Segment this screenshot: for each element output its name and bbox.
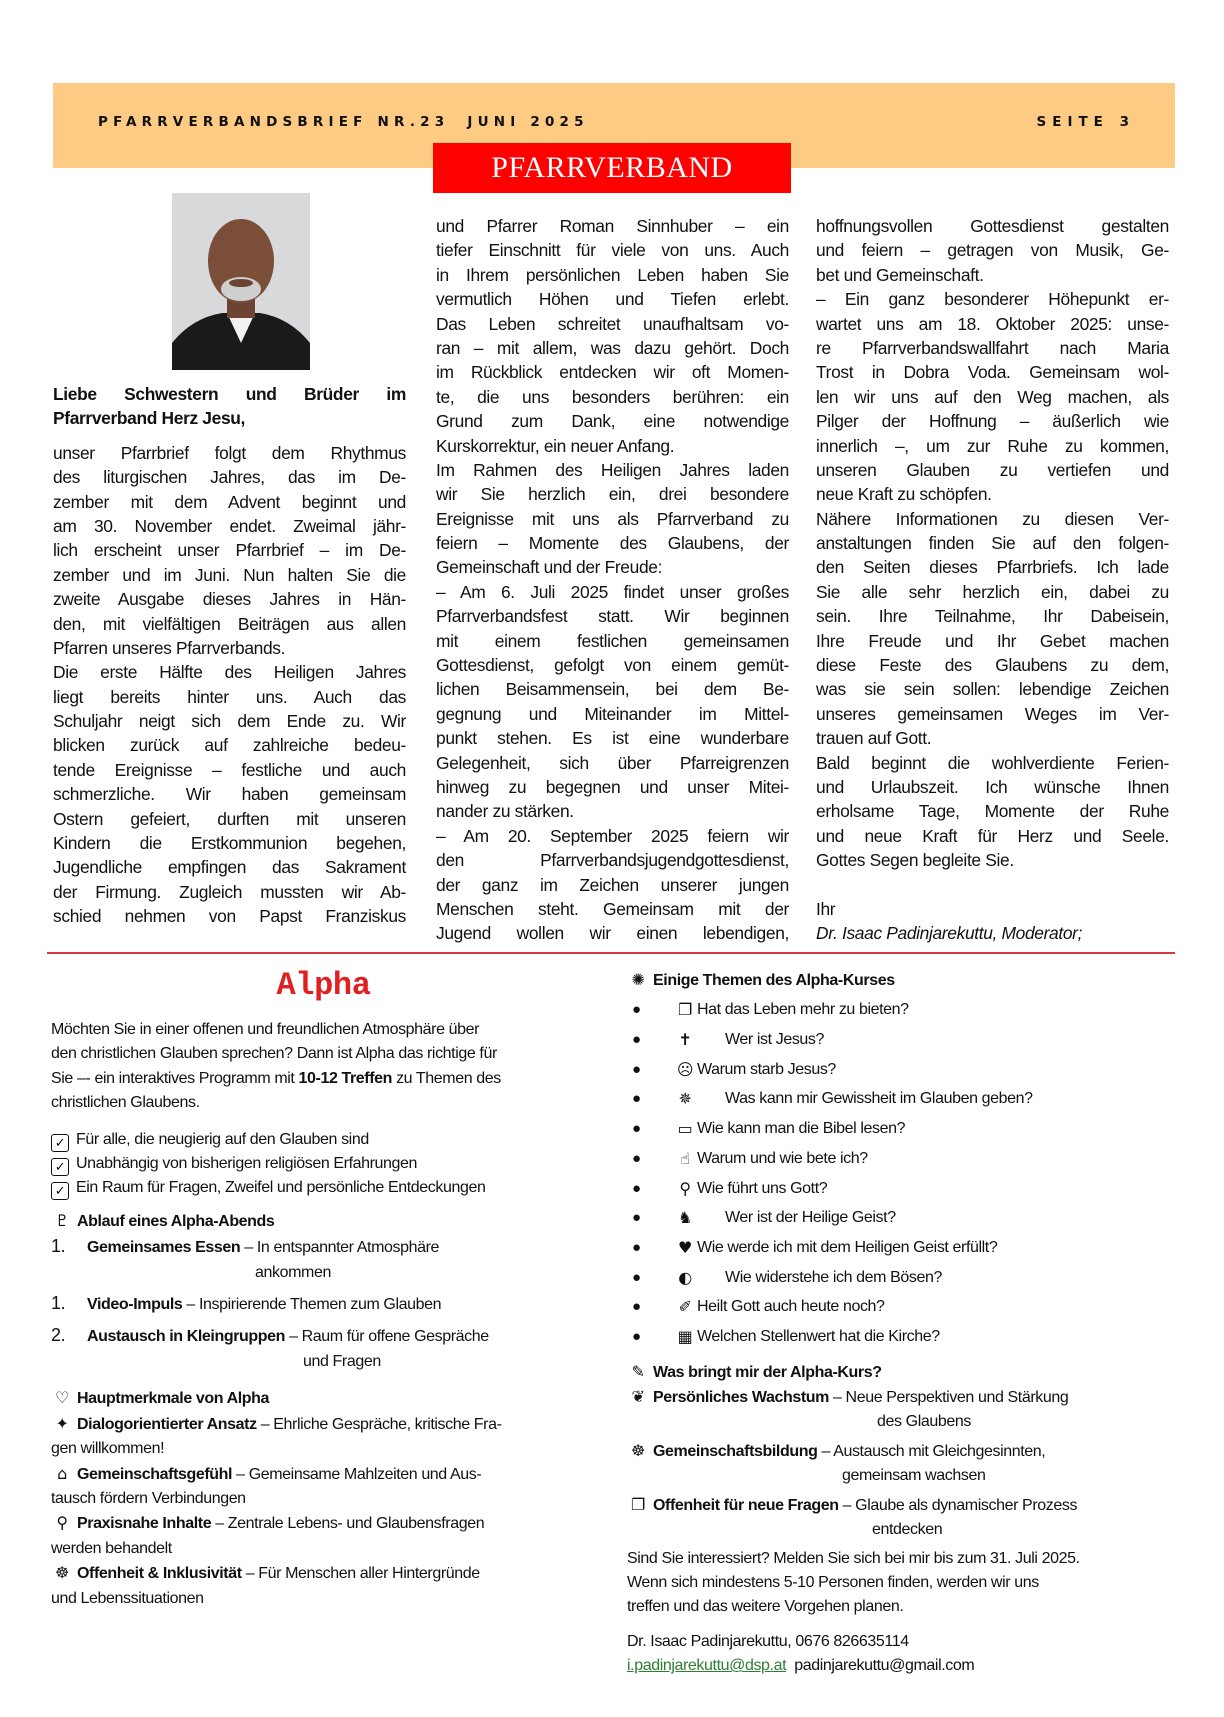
step-continuation: ankommen <box>255 1263 331 1281</box>
intro-line <box>51 1067 601 1091</box>
checklist <box>51 1128 601 1201</box>
paragraph <box>53 441 406 661</box>
topic-item <box>627 1025 1187 1055</box>
feature-item <box>51 1412 601 1437</box>
benefits-heading-text: Was bringt mir der Alpha-Kurs? <box>653 1363 882 1381</box>
text-line: wartet uns am 18. Oktober 2025: unse- <box>816 313 1169 334</box>
text-line: Gottesdienst, gefolgt von einem gemüt- <box>436 655 789 676</box>
text-line: punkt stehen. Es ist eine wunderbare <box>436 728 789 749</box>
text-line: Im Rahmen des Heiligen Jahres laden <box>436 459 789 480</box>
text-line: len wir uns auf den Weg machen, als <box>816 386 1169 407</box>
benefit-title: Gemeinschaftsbildung <box>653 1442 818 1460</box>
handshake-icon: ☸ <box>55 1563 69 1583</box>
feature-text: – Ehrliche Gespräche, kritische Fra- <box>256 1415 502 1433</box>
letter-column-1 <box>53 382 406 929</box>
text-line: hinweg zu begegnen und unser Mitei- <box>436 776 789 797</box>
intro-line: den christlichen Glauben sprechen? Dann ist Alpha das richtige für <box>51 1045 497 1063</box>
text-line: Die erste Hälfte des Heiligen Jahres <box>53 662 406 683</box>
greeting-line-2: Pfarrverband Herz Jesu, <box>53 408 246 429</box>
text-line: zember und im Juni. Nun halten Sie die <box>53 564 406 585</box>
benefit-item <box>627 1493 1187 1518</box>
bullet-icon: ● <box>632 1031 641 1049</box>
features-list <box>51 1412 601 1611</box>
benefit-item <box>627 1385 1187 1410</box>
topics-heading-text: Einige Themen des Alpha-Kurses <box>653 972 895 989</box>
author-photo <box>172 193 310 370</box>
text-line: sein. Ihre Teilnahme, Ihr Dabeisein, <box>816 606 1169 627</box>
documents-icon: ❐ <box>678 1000 692 1020</box>
checkbox-checked-icon: ✓ <box>51 1134 69 1152</box>
shield-icon: ◐ <box>678 1267 692 1287</box>
feature-text-continued: und Lebenssituationen <box>51 1589 204 1607</box>
text-line: Grund zum Dank, eine notwendige <box>436 411 789 432</box>
topic-item <box>627 1084 1187 1114</box>
benefits-heading <box>627 1360 1187 1385</box>
text-line: Bald beginnt die wohlverdiente Ferien- <box>816 752 1169 773</box>
text-line: unseres gemeinsamen Weges im Ver- <box>816 703 1169 724</box>
benefit-text-continued: entdecken <box>872 1521 943 1539</box>
issue-label: PFARRVERBANDSBRIEF NR.23 <box>98 114 450 130</box>
topic-text: Wie führt uns Gott? <box>697 1179 828 1197</box>
paragraph <box>816 751 1169 873</box>
intro-line: Möchten Sie in einer offenen und freundlichen Atmosphäre über <box>51 1021 480 1038</box>
topic-item <box>627 1055 1187 1085</box>
text-line: unser Pfarrbrief folgt dem Rhythmus <box>53 442 406 463</box>
evening-heading <box>51 1209 601 1234</box>
text-line: bet und Gemeinschaft. <box>816 264 984 285</box>
text-line: den, mit vielfältigen Beiträgen aus allen <box>53 613 406 634</box>
paragraph <box>436 580 789 824</box>
text-line: lich erscheint unser Pfarrbrief – im De- <box>53 540 406 561</box>
magnifier-icon: ⚲ <box>679 1178 691 1198</box>
alpha-right-column <box>627 968 1187 1679</box>
checklist-item <box>51 1176 601 1200</box>
text-line: – Ein ganz besonderer Höhepunkt er- <box>816 289 1169 310</box>
issue-date: JUNI 2025 <box>467 114 589 130</box>
text-line: Ereignisse mit uns als Pfarrverband zu <box>436 508 789 529</box>
text-line: erholsame Tage, Momente der Ruhe <box>816 801 1169 822</box>
text-line: Jugendliche empfingen das Sakrament <box>53 857 406 878</box>
text-line: Pfarrverbandsfest statt. Wir beginnen <box>436 606 789 627</box>
text-line: schmerzliche. Wir haben gemeinsam <box>53 784 406 805</box>
feature-item <box>51 1511 601 1536</box>
checkbox-checked-icon: ✓ <box>51 1158 69 1176</box>
benefit-text: – Austausch mit Gleichgesinnten, <box>817 1442 1046 1460</box>
text-line: Gemeinschaft und der Freude: <box>436 557 663 578</box>
paragraph <box>436 214 789 458</box>
text-line: Nähere Informationen zu diesen Ver- <box>816 508 1169 529</box>
benefit-title: Offenheit für neue Fragen <box>653 1496 839 1514</box>
bullet-icon: ● <box>632 1179 641 1197</box>
text-line: – Am 20. September 2025 feiern wir <box>436 825 789 846</box>
text-line: Schuljahr neigt sich dem Ende zu. Wir <box>53 711 406 732</box>
step-text: – Inspirierende Themen zum Glauben <box>182 1296 442 1314</box>
intro-bold: 10-12 Treffen <box>298 1069 393 1087</box>
benefit-text-continued: des Glaubens <box>877 1413 971 1431</box>
text-line: und Urlaubszeit. Ich wünsche Ihnen <box>816 776 1169 797</box>
checklist-item <box>51 1152 601 1176</box>
text-line: im Rückblick entdecken wir oft Momen- <box>436 362 789 383</box>
intro-text: Sie –- ein interaktives Programm mit <box>51 1069 299 1087</box>
closing: Ihr <box>816 898 836 919</box>
text-line: diese Feste des Glaubens zu dem, <box>816 655 1169 676</box>
splat-icon: ✺ <box>631 970 645 989</box>
text-line: unseren Glauben zu vertiefen und <box>816 459 1169 480</box>
feature-text-continued: werden behandelt <box>51 1539 172 1557</box>
letter-column-1-body <box>53 441 406 929</box>
evening-steps <box>51 1234 601 1374</box>
call-to-action <box>627 1547 1187 1620</box>
topic-item <box>627 1322 1187 1352</box>
text-line: ran – mit allem, was dazu gehört. Doch <box>436 337 789 358</box>
feature-title: Dialogorientierter Ansatz <box>77 1415 257 1433</box>
step-title: Video-Impuls <box>87 1296 183 1314</box>
text-line: den Pfarrverbandsjugendgottesdienst, <box>436 850 789 871</box>
text-line: Gelegenheit, sich über Pfarreigrenzen <box>436 752 789 773</box>
step-title: Gemeinsames Essen <box>87 1239 241 1257</box>
text-line: Ihre Freude und Ihr Gebet machen <box>816 630 1169 651</box>
letter-column-3 <box>816 214 1169 945</box>
bullet-icon: ● <box>632 1268 641 1286</box>
text-line: am 30. November endet. Zweimal jähr- <box>53 515 406 536</box>
praying-hands-icon: ☝ <box>680 1148 690 1168</box>
alpha-title: Alpha <box>276 967 371 1004</box>
bullet-icon: ● <box>632 1149 641 1167</box>
paragraph <box>436 458 789 580</box>
text-line: Menschen steht. Gemeinsam mit der <box>436 898 789 919</box>
benefit-item <box>627 1439 1187 1464</box>
topic-item <box>627 1263 1187 1293</box>
feature-text: – Zentrale Lebens- und Glaubensfragen <box>211 1515 485 1533</box>
text-line: Kindern die Erstkommunion begehen, <box>53 833 406 854</box>
benefit-text: – Glaube als dynamischer Prozess <box>838 1496 1078 1514</box>
topic-text: Wie kann man die Bibel lesen? <box>697 1120 906 1138</box>
text-line: in Ihrem persönlichen Leben haben Sie <box>436 264 789 285</box>
text-line: schied nehmen von Papst Franziskus <box>53 906 406 927</box>
text-line: tende Ereignisse – festliche und auch <box>53 759 406 780</box>
text-line: Pilger der Hoffnung – äußerlich wie <box>816 411 1169 432</box>
text-line: zember mit dem Advent beginnt und <box>53 491 406 512</box>
paragraph <box>816 214 1169 287</box>
text-line: der Firmung. Zugleich mussten wir Ab- <box>53 881 406 902</box>
topics-list <box>627 995 1187 1351</box>
building-icon: ▦ <box>677 1326 693 1346</box>
text-line: trauen auf Gott. <box>816 728 932 749</box>
text-line: den Seiten dieses Pfarrbriefs. Ich lade <box>816 557 1169 578</box>
paragraph <box>53 660 406 928</box>
checklist-text: Für alle, die neugierig auf den Glauben sind <box>76 1130 369 1148</box>
text-line: vermutlich Höhen und Tiefen erlebt. <box>436 289 789 310</box>
text-line: Trost in Dobra Voda. Gemeinsam wol- <box>816 362 1169 383</box>
greeting-line-1: Liebe Schwestern und Brüder im <box>53 384 406 404</box>
text-line: Das Leben schreitet unaufhaltsam vo- <box>436 313 789 334</box>
text-line: der ganz im Zeichen unserer jungen <box>436 874 789 895</box>
topic-item <box>627 1174 1187 1204</box>
feature-item <box>51 1462 601 1487</box>
topic-text: Wer ist der Heilige Geist? <box>725 1209 896 1227</box>
text-line: Gottes Segen begleite Sie. <box>816 850 1014 871</box>
heart-icon: ♥ <box>678 1237 692 1257</box>
step-text: – Raum für offene Gespräche <box>285 1328 489 1346</box>
section-divider <box>47 952 1175 954</box>
checkbox-checked-icon: ✓ <box>51 1182 69 1200</box>
text-line: zweite Ausgabe dieses Jahres in Hän- <box>53 589 406 610</box>
text-line: gegnung und Miteinander im Mittel- <box>436 703 789 724</box>
evening-step <box>51 1291 601 1317</box>
text-line: re Pfarrverbandswallfahrt nach Maria <box>816 337 1169 358</box>
step-number: 2. <box>51 1325 66 1346</box>
text-line: – Am 6. Juli 2025 findet unser großes <box>436 581 789 602</box>
topic-text: Warum und wie bete ich? <box>697 1149 868 1167</box>
text-line: anstaltungen finden Sie auf den folgen- <box>816 533 1169 554</box>
features-heading-text: Hauptmerkmale von Alpha <box>77 1390 270 1408</box>
feature-text-continued: gen willkommen! <box>51 1440 165 1458</box>
evening-step <box>51 1234 601 1260</box>
checklist-text: Unabhängig von bisherigen religiösen Erfahrungen <box>76 1155 418 1173</box>
alpha-left-column <box>51 962 601 1611</box>
topics-heading <box>627 968 1187 993</box>
document-pen-icon: ✎ <box>631 1361 645 1381</box>
text-line: wir Sie herzlich ein, drei besondere <box>436 484 789 505</box>
bullet-icon: ● <box>632 1209 641 1227</box>
bullet-icon: ● <box>632 1298 641 1316</box>
bullet-icon: ● <box>632 1090 641 1108</box>
topic-item <box>627 1203 1187 1233</box>
topic-text: Heilt Gott auch heute noch? <box>697 1298 885 1316</box>
text-line: was sie sein sollen: lebendige Zeichen <box>816 679 1169 700</box>
bullet-icon: ● <box>632 1001 641 1019</box>
feature-text: – Für Menschen aller Hintergründe <box>241 1565 480 1583</box>
spider-icon: ✵ <box>678 1089 692 1109</box>
text-line: blicken zurück auf zahlreiche bedeu- <box>53 735 406 756</box>
bullet-icon: ● <box>632 1120 641 1138</box>
benefit-text-continued: gemeinsam wachsen <box>842 1467 986 1485</box>
documents-icon: ❐ <box>631 1494 645 1514</box>
page-number: SEITE 3 <box>1036 114 1135 130</box>
topic-text: Wie werde ich mit dem Heiligen Geist erfüllt? <box>697 1238 998 1256</box>
email-link-dsp[interactable]: i.padinjarekuttu@dsp.at <box>627 1657 787 1675</box>
magnifier-icon: ⚲ <box>56 1513 68 1533</box>
bullet-icon: ● <box>632 1238 641 1256</box>
plant-icon: ❦ <box>631 1387 645 1407</box>
text-line: te, die uns besonders berühren: ein <box>436 386 789 407</box>
text-line: Kurskorrektur, ein neuer Anfang. <box>436 435 675 456</box>
text-line: und neue Kraft für Herz und Seele. <box>816 825 1169 846</box>
step-text: – In entspannter Atmosphäre <box>240 1239 440 1257</box>
wine-glass-icon: ♇ <box>55 1210 69 1230</box>
bullet-icon: ● <box>632 1060 641 1078</box>
benefit-text: – Neue Perspektiven und Stärkung <box>828 1389 1069 1407</box>
topic-item <box>627 1114 1187 1144</box>
topic-text: Welchen Stellenwert hat die Kirche? <box>697 1327 940 1345</box>
signature: Dr. Isaac Padinjarekuttu, Moderator; <box>816 922 1083 943</box>
section-title: PFARRVERBAND <box>433 143 791 193</box>
topic-item <box>627 1292 1187 1322</box>
topic-text: Wie widerstehe ich dem Bösen? <box>725 1268 942 1286</box>
text-line: des liturgischen Jahres, das im De- <box>53 467 406 488</box>
text-line: liegt bereits hinter uns. Auch das <box>53 686 406 707</box>
checklist-item <box>51 1128 601 1152</box>
house-icon: ⌂ <box>57 1463 67 1483</box>
topic-text: Hat das Leben mehr zu bieten? <box>697 1001 909 1019</box>
text-line: Jugend wollen wir einen lebendigen, <box>436 923 789 944</box>
checklist-text: Ein Raum für Fragen, Zweifel und persönliche Entdeckungen <box>76 1179 486 1197</box>
topic-text: Warum starb Jesus? <box>697 1060 836 1078</box>
feature-text: – Gemeinsame Mahlzeiten und Aus- <box>232 1465 482 1483</box>
cta-line: treffen und das weitere Vorgehen planen. <box>627 1598 904 1616</box>
dove-icon: ♞ <box>678 1208 692 1228</box>
text-line: Ostern gefeiert, durften mit unseren <box>53 808 406 829</box>
face-icon: ☹ <box>676 1059 694 1079</box>
topic-item <box>627 995 1187 1025</box>
text-line: mit einem festlichen gemeinsamen <box>436 630 789 651</box>
email-line <box>627 1654 1187 1678</box>
cross-icon: ✝ <box>678 1030 692 1050</box>
feature-title: Offenheit & Inklusivität <box>77 1565 242 1583</box>
syringe-icon: ✐ <box>678 1297 692 1317</box>
text-line: Sie alle sehr herzlich ein, dabei zu <box>816 581 1169 602</box>
text-line: und Pfarrer Roman Sinnhuber – ein <box>436 216 789 236</box>
benefit-title: Persönliches Wachstum <box>653 1389 829 1407</box>
topic-item <box>627 1233 1187 1263</box>
intro-line: christlichen Glaubens. <box>51 1094 200 1112</box>
feature-title: Praxisnahe Inhalte <box>77 1515 212 1533</box>
sparkles-icon: ✦ <box>55 1413 69 1433</box>
text-line: hoffnungsvollen Gottesdienst gestalten <box>816 216 1169 236</box>
text-line: und feiern – getragen von Musik, Ge- <box>816 240 1169 261</box>
text-line: lichen Beisammensein, bei dem Be- <box>436 679 789 700</box>
step-number: 1. <box>51 1236 66 1257</box>
features-heading <box>51 1386 601 1411</box>
newsletter-title <box>98 114 589 130</box>
topic-text: Was kann mir Gewissheit im Glauben geben? <box>725 1090 1033 1108</box>
benefits-list <box>627 1385 1187 1542</box>
step-title: Austausch in Kleingruppen <box>87 1328 286 1346</box>
text-line: Pfarren unseres Pfarrverbands. <box>53 637 286 658</box>
handshake-icon: ☸ <box>631 1440 645 1460</box>
cta-line: Sind Sie interessiert? Melden Sie sich bei mir bis zum 31. Juli 2025. <box>627 1549 1080 1567</box>
paragraph <box>816 287 1169 507</box>
lightbulb-icon: ♡ <box>55 1388 69 1408</box>
step-continuation: und Fragen <box>303 1352 381 1370</box>
email-gmail: padinjarekuttu@gmail.com <box>794 1657 975 1675</box>
feature-title: Gemeinschaftsgefühl <box>77 1465 233 1483</box>
bullet-icon: ● <box>632 1327 641 1345</box>
cta-line: Wenn sich mindestens 5-10 Personen finden, werden wir uns <box>627 1573 1039 1591</box>
intro-text: zu Themen des <box>392 1069 501 1087</box>
text-line: innerlich –, um zur Ruhe zu kommen, <box>816 435 1169 456</box>
feature-item <box>51 1561 601 1586</box>
alpha-intro <box>51 1018 601 1116</box>
evening-heading-text: Ablauf eines Alpha-Abends <box>77 1212 275 1230</box>
letter-column-2 <box>436 214 789 946</box>
book-icon: ▭ <box>677 1119 693 1139</box>
letter-column-3-body <box>816 214 1169 873</box>
step-number: 1. <box>51 1293 66 1314</box>
feature-text-continued: tausch fördern Verbindungen <box>51 1489 246 1507</box>
contact-line: Dr. Isaac Padinjarekuttu, 0676 826635114 <box>627 1632 909 1650</box>
paragraph <box>816 507 1169 751</box>
text-line: tiefer Einschnitt für viele von uns. Auch <box>436 240 789 261</box>
text-line: neue Kraft zu schöpfen. <box>816 484 992 505</box>
topic-item <box>627 1144 1187 1174</box>
topic-text: Wer ist Jesus? <box>725 1031 825 1049</box>
paragraph <box>436 824 789 946</box>
text-line: feiern – Momente des Glaubens, der <box>436 533 789 554</box>
evening-step <box>51 1323 601 1349</box>
text-line: nander zu stärken. <box>436 801 574 822</box>
